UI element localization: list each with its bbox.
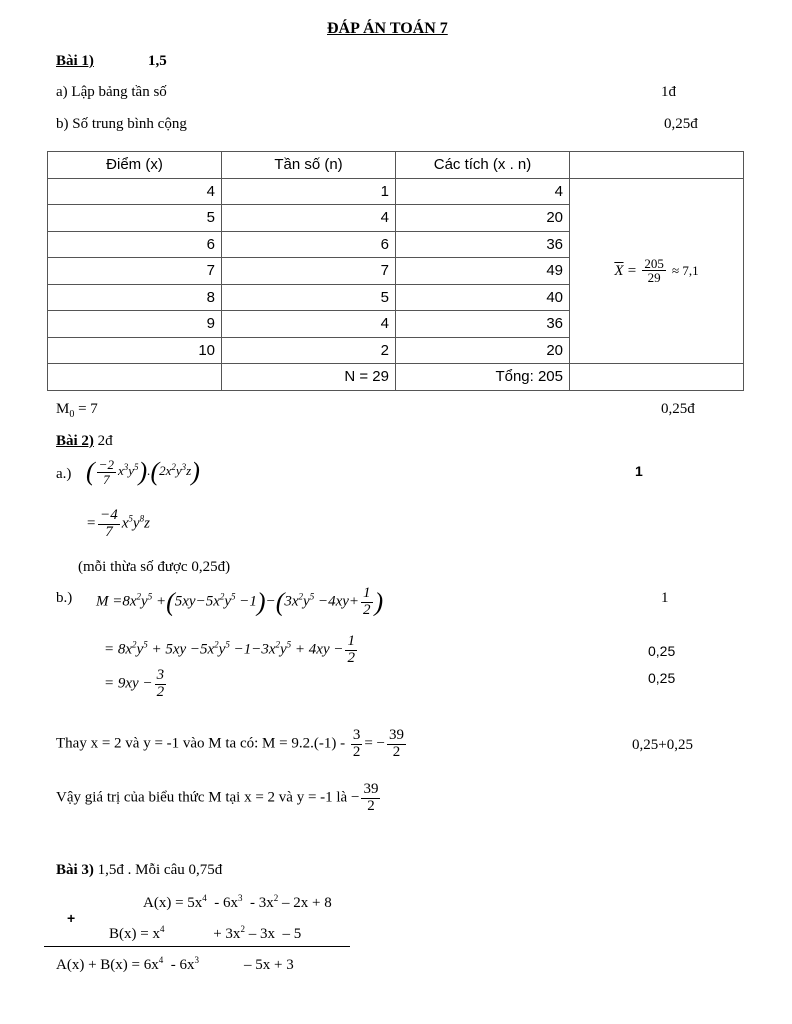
bx-lead: B(x) = x <box>109 926 160 942</box>
bai1-b-score: 0,25đ <box>664 116 698 132</box>
equals-sign: = <box>627 262 637 279</box>
bai2-heading <box>56 433 113 450</box>
table-header-cell: Tần số (n) <box>222 152 396 179</box>
table-header-cell <box>570 152 744 179</box>
fraction <box>345 634 357 667</box>
bai2-a-note: (mỗi thừa số được 0,25đ) <box>78 559 231 575</box>
table-cell: 7 <box>48 258 222 285</box>
table-cell: 36 <box>396 231 570 258</box>
bai3-label: Bài 3) <box>56 862 94 878</box>
table-cell: 40 <box>396 284 570 311</box>
bai1-a-text: a) Lập bảng tần số <box>56 84 167 100</box>
fraction-den: 2 <box>392 743 401 760</box>
bai1-points: 1,5 <box>148 53 167 69</box>
fraction-num: 39 <box>363 781 379 797</box>
bai2-label: Bài 2) <box>56 433 94 449</box>
fraction-num: −4 <box>100 507 118 523</box>
fraction-num: 3 <box>156 667 165 683</box>
bai2-b-score2: 0,25 <box>648 643 676 659</box>
table-cell: 10 <box>48 337 222 364</box>
mean-cell <box>570 178 744 364</box>
fraction-den: 7 <box>105 523 113 540</box>
frequency-table <box>47 151 744 391</box>
fraction-den: 7 <box>103 471 110 487</box>
table-cell <box>48 364 222 391</box>
bai2-a-expression: ( $\frac{-2}{7}$ $x^3y^5).(2x^2y^3z)$ <box>86 457 200 487</box>
conclusion-text: Vậy giá trị của biểu thức M tại x = 2 và y = -1 là <box>56 789 348 806</box>
table-footer-row <box>48 364 744 391</box>
fraction <box>361 782 380 815</box>
table-cell: 6 <box>222 231 396 258</box>
fraction <box>97 458 116 486</box>
bai2-points: 2đ <box>93 433 113 449</box>
mode-subscript: 0 <box>69 409 75 420</box>
table-header-cell: Điểm (x) <box>48 152 222 179</box>
mean-fraction <box>642 257 666 285</box>
fraction-den: 2 <box>156 683 165 700</box>
mean-numerator: 205 <box>644 255 664 271</box>
table-total-n: N = 29 <box>222 364 396 391</box>
mean-symbol: $\overline{X}$ <box>614 262 624 279</box>
substitute-text: Thay x = 2 và y = -1 vào M ta có: M = 9.2.(-1) - <box>56 735 346 752</box>
bai2-a-label: a.) <box>56 466 72 482</box>
table-cell: 20 <box>396 337 570 364</box>
table-cell: 7 <box>222 258 396 285</box>
bai3-ax-line: $A(x) = 5x^4 - 6x^3 - 3x^2 - 2x + 8$ <box>143 893 332 911</box>
fraction <box>351 728 363 761</box>
bai2-b-line1: $M =8x^2y^5 +(5xy-5x^2y^5 -1)-(3x^2y^5 -4xy+$ $\frac{1}{2}$ ) <box>96 585 384 618</box>
fraction-num: 1 <box>363 585 371 601</box>
bai2-b-score3: 0,25 <box>648 670 676 686</box>
table-header-cell: Các tích (x . n) <box>396 152 570 179</box>
bai2-b-score1: 1 <box>661 590 669 606</box>
bai3-heading <box>56 862 222 879</box>
table-cell: 5 <box>48 205 222 232</box>
mode-value: = 7 <box>74 401 98 417</box>
bai1-a-score: 1đ <box>661 84 676 100</box>
bai2-a-result: = $\frac{-4}{7}$ $x^5y^8z$ <box>86 507 150 540</box>
plus-sign: + <box>67 910 76 926</box>
fraction-den: 2 <box>352 743 361 760</box>
ax-lead: A(x) = 5x <box>143 895 203 911</box>
close-paren: ) <box>191 457 200 487</box>
table-cell: 6 <box>48 231 222 258</box>
table-total-sum: Tổng: 205 <box>396 364 570 391</box>
bai2-b-line3: = 9xy − $\frac{3}{2}$ <box>104 667 165 700</box>
table-row <box>48 178 744 205</box>
table-cell: 4 <box>396 178 570 205</box>
table-cell: 4 <box>222 311 396 338</box>
mode-score: 0,25đ <box>661 401 695 417</box>
fraction-num: −2 <box>98 457 114 472</box>
fraction-den: 2 <box>363 601 371 618</box>
table-cell: 9 <box>48 311 222 338</box>
table-cell: 20 <box>396 205 570 232</box>
table-cell: 5 <box>222 284 396 311</box>
table-cell: 4 <box>222 205 396 232</box>
fraction <box>387 728 406 761</box>
fraction <box>361 586 373 619</box>
mean-denominator: 29 <box>647 270 661 286</box>
mode-symbol: M <box>56 401 70 417</box>
bai2-b-line2: = $8x^2y^5 + 5xy -5x^2y^5 -1-3x^2y^5 + 4xy$ − $\frac{1}{2}$ <box>104 633 355 666</box>
close-paren: ) <box>138 457 148 487</box>
bai1-label: Bài 1) <box>56 53 94 69</box>
bai3-points: 1,5đ . Mỗi câu 0,75đ <box>93 862 223 878</box>
table-cell: 36 <box>396 311 570 338</box>
bai2-substitute-score: 0,25+0,25 <box>632 737 693 753</box>
bai2-substitute-line: Thay x = 2 và y = -1 vào M ta có: M = 9.2.(-1) - $\frac{3}{2}$ = − $\frac{39}{2}$ <box>56 727 404 760</box>
bai2-b-label: b.) <box>56 590 73 606</box>
bai2-a-score: 1 <box>635 463 643 479</box>
table-cell <box>570 364 744 391</box>
fraction-num: 3 <box>352 727 361 743</box>
fraction-den: 2 <box>347 649 355 666</box>
sum-divider <box>44 946 350 947</box>
fraction-den: 2 <box>367 797 375 814</box>
mode-line <box>56 401 98 420</box>
table-cell: 2 <box>222 337 396 364</box>
bai2-conclusion-line: Vậy giá trị của biểu thức M tại x = 2 và y = -1 là − $\frac{39}{2}$ <box>56 781 379 814</box>
bai3-bx-line: $B(x) = x^4$ + $3x^2 - 3x - 5$ <box>109 924 302 942</box>
open-paren: ( <box>150 457 160 487</box>
table-cell: 8 <box>48 284 222 311</box>
table-cell: 49 <box>396 258 570 285</box>
table-cell: 1 <box>222 178 396 205</box>
open-paren: ( <box>86 457 95 487</box>
fraction-num: 39 <box>389 727 404 743</box>
page-title: ĐÁP ÁN TOÁN 7 <box>327 20 448 37</box>
fraction-num: 1 <box>347 633 355 649</box>
bai3-sum-line: $A(x) + B(x) = 6x^4 - 6x^3$ – 5x + 3 <box>56 955 294 973</box>
table-cell: 4 <box>48 178 222 205</box>
table-header-row <box>48 152 744 179</box>
bai1-b-text: b) Số trung bình cộng <box>56 116 187 132</box>
mean-approx: ≈ 7,1 <box>672 262 699 278</box>
sum-lead: A(x) + B(x) = 6x <box>56 957 159 973</box>
fraction <box>98 508 120 541</box>
fraction <box>155 668 167 701</box>
